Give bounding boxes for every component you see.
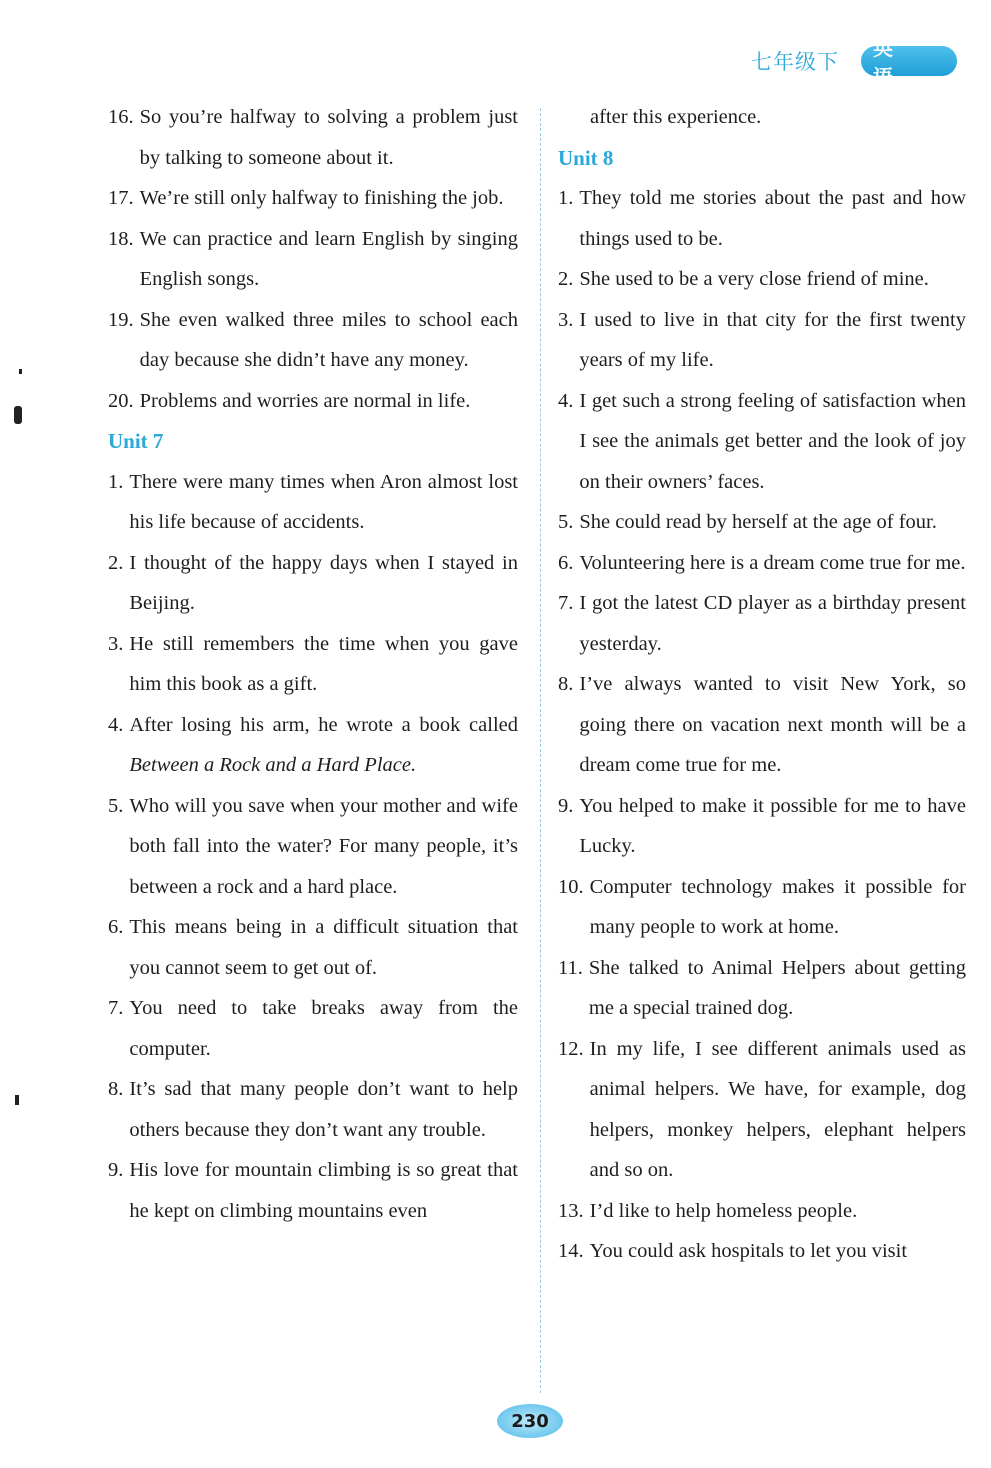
answer-item <box>558 543 966 584</box>
answer-item <box>108 462 518 543</box>
answer-item <box>108 1150 518 1231</box>
answer-item <box>108 705 518 786</box>
answer-item <box>558 1231 966 1272</box>
answer-item <box>108 988 518 1069</box>
item-number: 3. <box>108 632 124 655</box>
column-divider <box>540 108 541 1393</box>
answer-item <box>108 97 518 178</box>
answer-item <box>558 664 966 786</box>
right-column <box>558 97 966 1272</box>
item-number: 2. <box>558 268 574 290</box>
answer-item <box>558 259 966 300</box>
item-number: 17. <box>108 187 134 209</box>
item-text: This means being in a difficult situation that you cannot seem to get out of. <box>129 916 518 979</box>
item-number: 12. <box>558 1037 584 1060</box>
item-number: 7. <box>558 592 574 614</box>
answer-item <box>108 178 518 219</box>
item-text: In my life, I see different animals used as animal helpers. We have, for example, dog helpers, monkey helpers, elephant helpers and so on. <box>589 1037 966 1181</box>
item-text: Volunteering here is a dream come true for me. <box>579 551 966 574</box>
item-number: 2. <box>108 551 124 574</box>
item-text: He still remembers the time when you gave him this book as a gift. <box>129 632 518 695</box>
item-number: 18. <box>108 227 134 250</box>
answer-item <box>558 502 966 543</box>
answer-item <box>558 948 966 1029</box>
answer-item <box>558 1191 966 1232</box>
item-number: 8. <box>108 1078 124 1100</box>
item-text: There were many times when Aron almost lost his life because of accidents. <box>129 470 518 533</box>
item-text: After losing his arm, he wrote a book called Between a Rock and a Hard Place. <box>129 713 518 776</box>
item-number: 5. <box>558 511 574 533</box>
item-number: 4. <box>558 389 574 412</box>
item-text: It’s sad that many people don’t want to help others because they don’t want any trouble. <box>129 1078 518 1141</box>
item-text: His love for mountain climbing is so great that he kept on climbing mountains even <box>129 1159 518 1222</box>
item-number: 7. <box>108 997 124 1019</box>
answer-item <box>108 300 518 381</box>
item-text: She even walked three miles to school each day because she didn’t have any money. <box>139 308 518 371</box>
item-number: 11. <box>558 956 583 979</box>
scan-mark <box>19 369 22 374</box>
answer-item <box>558 300 966 381</box>
grade-label: 七年级下 <box>751 50 839 74</box>
item-text: You need to take breaks away from the computer. <box>129 997 518 1060</box>
subject-badge: 英 语 <box>861 46 957 76</box>
item-text: Computer technology makes it possible for many people to work at home. <box>589 875 966 938</box>
item-number: 9. <box>108 1159 124 1181</box>
answer-item <box>108 1069 518 1150</box>
item-text: We’re still only halfway to finishing the job. <box>139 187 504 209</box>
item-text: I get such a strong feeling of satisfaction when I see the animals get better and the look of joy on their owners’ faces. <box>579 389 966 493</box>
item-number: 4. <box>108 713 124 736</box>
item-number: 8. <box>558 673 574 695</box>
item-text: They told me stories about the past and how things used to be. <box>579 187 966 250</box>
item-number: 3. <box>558 308 574 331</box>
item-number: 1. <box>558 187 574 209</box>
page-number: 230 <box>497 1404 563 1438</box>
item-number: 9. <box>558 794 574 817</box>
item-number: 14. <box>558 1240 584 1262</box>
item-text: I’d like to help homeless people. <box>589 1199 858 1222</box>
answer-item <box>558 583 966 664</box>
continued-text: after this experience. <box>590 106 762 128</box>
item-number: 20. <box>108 389 134 412</box>
answer-item <box>108 381 518 422</box>
answer-item <box>108 624 518 705</box>
item-number: 16. <box>108 106 134 128</box>
item-number: 13. <box>558 1199 584 1222</box>
answer-item <box>108 786 518 908</box>
answer-item <box>558 867 966 948</box>
answer-item <box>108 219 518 300</box>
left-column <box>108 97 518 1231</box>
answer-item <box>108 907 518 988</box>
item-text: I’ve always wanted to visit New York, so going there on vacation next month will be a dream come true for me. <box>579 673 966 776</box>
item-text: I got the latest CD player as a birthday present yesterday. <box>579 592 966 655</box>
item-number: 19. <box>108 308 134 331</box>
unit-heading: Unit 7 <box>108 429 164 453</box>
item-number: 6. <box>558 551 574 574</box>
answer-item <box>558 381 966 503</box>
item-number: 5. <box>108 794 124 817</box>
item-text: So you’re halfway to solving a problem just by talking to someone about it. <box>139 106 518 169</box>
item-text: You could ask hospitals to let you visit <box>589 1240 908 1262</box>
unit-heading: Unit 8 <box>558 145 614 170</box>
item-text: She could read by herself at the age of four. <box>579 511 937 533</box>
item-text: Problems and worries are normal in life. <box>139 389 471 412</box>
item-text: We can practice and learn English by singing English songs. <box>139 227 518 290</box>
item-text: I thought of the happy days when I stayed in Beijing. <box>129 551 518 614</box>
item-text: She talked to Animal Helpers about getting me a special trained dog. <box>588 956 966 1019</box>
answer-item <box>558 178 966 259</box>
answer-item <box>108 543 518 624</box>
item-text: You helped to make it possible for me to have Lucky. <box>579 794 966 857</box>
answer-item <box>558 1029 966 1191</box>
item-number: 6. <box>108 916 124 938</box>
page-header <box>751 36 957 89</box>
book-title: Between a Rock and a Hard Place. <box>129 754 417 776</box>
item-text: Who will you save when your mother and wife both fall into the water? For many people, it’s between a rock and a hard place. <box>129 794 518 898</box>
scan-mark <box>15 1095 19 1105</box>
item-number: 10. <box>558 875 584 898</box>
scan-mark <box>14 406 22 424</box>
answer-item <box>558 786 966 867</box>
item-text: I used to live in that city for the first twenty years of my life. <box>579 308 966 371</box>
item-text: She used to be a very close friend of mine. <box>579 268 929 290</box>
item-number: 1. <box>108 470 124 493</box>
